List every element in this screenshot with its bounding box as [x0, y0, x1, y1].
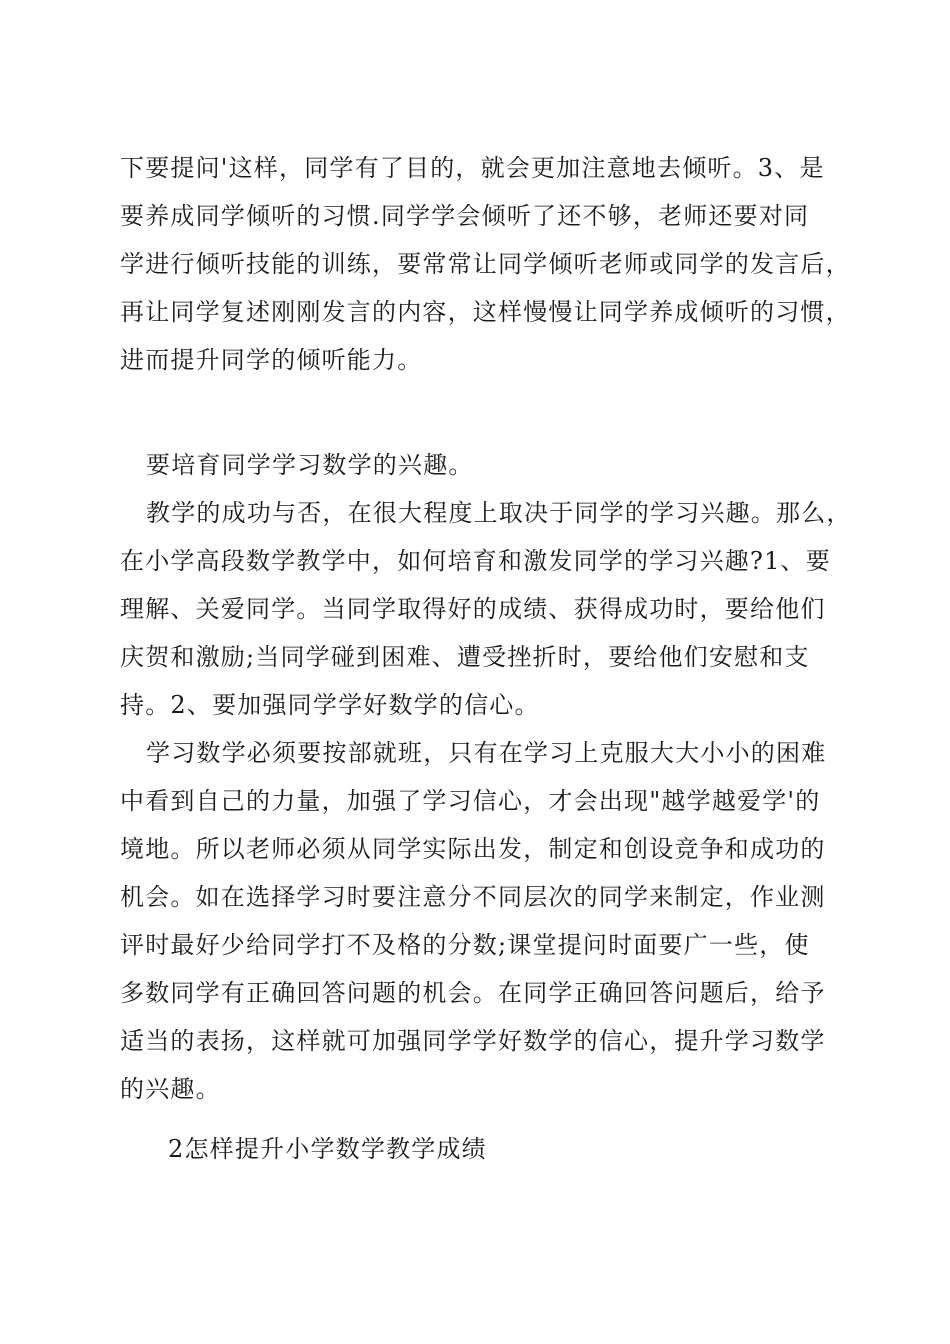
- body-text-line: 中看到自己的力量，加强了学习信心，才会出现"越学越爱学'的: [120, 787, 821, 815]
- section-heading: 要培育同学学习数学的兴趣。: [146, 451, 474, 479]
- body-text-line: 持。2、要加强同学学好数学的信心。: [120, 691, 540, 719]
- body-text-line: 学习数学必须要按部就班，只有在学习上克服大大小小的困难: [146, 739, 827, 767]
- body-text-line: 的兴趣。: [120, 1075, 221, 1103]
- body-text-line: 庆贺和激励;当同学碰到困难、遭受挫折时，要给他们安慰和支: [120, 643, 810, 671]
- body-text-line: 在小学高段数学教学中，如何培育和激发同学的学习兴趣?1、要: [120, 547, 831, 575]
- body-text-line: 多数同学有正确回答问题的机会。在同学正确回答问题后，给予: [120, 979, 826, 1007]
- body-text-line: 评时最好少给同学打不及格的分数;课堂提问时面要广一些，使: [120, 931, 810, 959]
- body-text-line: 进而提升同学的倾听能力。: [120, 346, 423, 374]
- body-text-line: 要养成同学倾听的习惯.同学学会倾听了还不够，老师还要对同: [120, 202, 810, 230]
- body-text-line: 下要提问'这样，同学有了目的，就会更加注意地去倾听。3、是: [120, 154, 825, 182]
- body-text-line: 理解、关爱同学。当同学取得好的成绩、获得成功时，要给他们: [120, 595, 826, 623]
- body-text-line: 教学的成功与否，在很大程度上取决于同学的学习兴趣。那么，: [146, 499, 852, 527]
- body-text-line: 机会。如在选择学习时要注意分不同层次的同学来制定，作业测: [120, 883, 826, 911]
- body-text-line: 适当的表扬，这样就可加强同学学好数学的信心，提升学习数学: [120, 1027, 826, 1055]
- body-text-line: 境地。所以老师必须从同学实际出发，制定和创设竞争和成功的: [120, 835, 826, 863]
- body-text-line: 再让同学复述刚刚发言的内容，这样慢慢让同学养成倾听的习惯，: [120, 298, 851, 326]
- section-heading: 2怎样提升小学数学教学成绩: [168, 1135, 487, 1163]
- body-text-line: 学进行倾听技能的训练，要常常让同学倾听老师或同学的发言后，: [120, 250, 851, 278]
